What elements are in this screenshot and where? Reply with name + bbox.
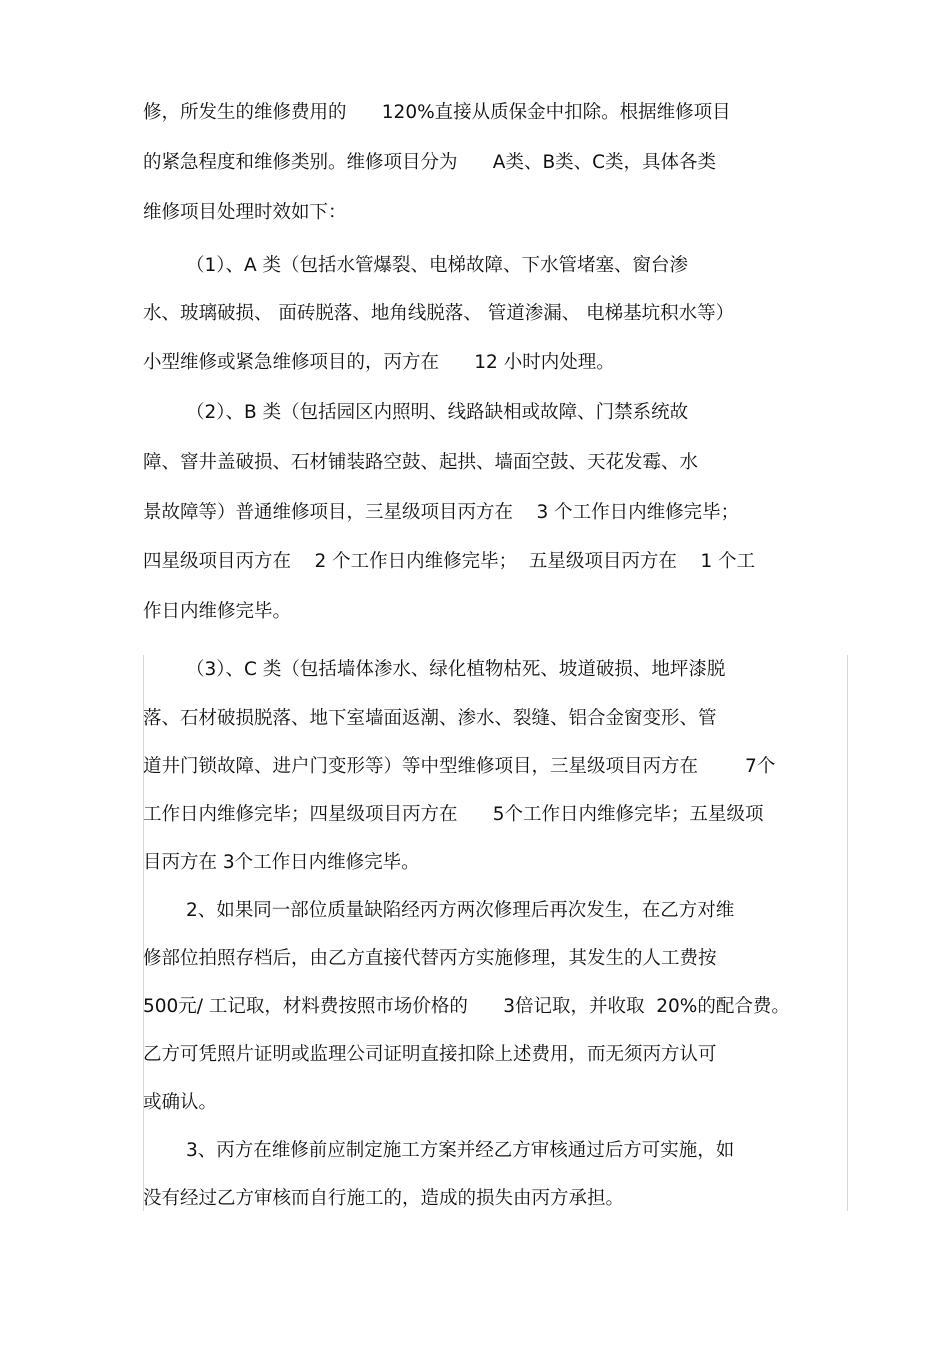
text-line: 作日内维修完毕。 <box>143 601 292 622</box>
text-line: 工作日内维修完毕；四星级项目丙方在 5个工作日内维修完毕；五星级项 <box>143 804 764 825</box>
text-line: 修部位拍照存档后，由乙方直接代替丙方实施修理，其发生的人工费按 <box>143 948 717 969</box>
text-line: 维修项目处理时效如下： <box>143 202 347 223</box>
text-line: 的紧急程度和维修类别。维修项目分为 A类、B类、C类，具体各类 <box>143 152 717 173</box>
text-line: 道井门锁故障、进户门变形等）等中型维修项目，三星级项目丙方在 7个 <box>143 756 776 777</box>
text-line: （3）、C 类（包括墙体渗水、绿化植物枯死、坡道破损、地坪漆脱 <box>186 659 726 680</box>
right-margin-rule <box>847 655 848 1211</box>
text-line: 2、如果同一部位质量缺陷经丙方两次修理后再次发生，在乙方对维 <box>186 900 735 921</box>
text-line: （1）、A 类（包括水管爆裂、电梯故障、下水管堵塞、窗台渗 <box>186 255 689 276</box>
text-line: 四星级项目丙方在 2 个工作日内维修完毕； 五星级项目丙方在 1 个工 <box>143 551 756 572</box>
text-line: 500元/ 工记取，材料费按照市场价格的 3倍记取，并收取 20%的配合费。 <box>143 996 790 1017</box>
text-line: 没有经过乙方审核而自行施工的，造成的损失由丙方承担。 <box>143 1188 625 1209</box>
text-line: 小型维修或紧急维修项目的，丙方在 12 小时内处理。 <box>143 352 615 373</box>
text-line: 落、石材破损脱落、地下室墙面返潮、渗水、裂缝、铝合金窗变形、管 <box>143 708 717 729</box>
left-margin-rule <box>143 655 144 1211</box>
text-line: 景故障等）普通维修项目，三星级项目丙方在 3 个工作日内维修完毕； <box>143 502 740 523</box>
text-line: （2）、B 类（包括园区内照明、线路缺相或故障、门禁系统故 <box>186 402 689 423</box>
text-line: 乙方可凭照片证明或监理公司证明直接扣除上述费用，而无须丙方认可 <box>143 1044 717 1065</box>
text-line: 修，所发生的维修费用的 120%直接从质保金中扣除。根据维修项目 <box>143 102 731 123</box>
text-line: 或确认。 <box>143 1092 218 1113</box>
text-line: 水、玻璃破损、 面砖脱落、地角线脱落、 管道渗漏、 电梯基坑积水等） <box>143 303 735 324</box>
text-line: 3、丙方在维修前应制定施工方案并经乙方审核通过后方可实施，如 <box>186 1140 735 1161</box>
text-line: 障、窨井盖破损、石材铺装路空鼓、起拱、墙面空鼓、天花发霉、水 <box>143 452 699 473</box>
text-line: 目丙方在 3个工作日内维修完毕。 <box>143 852 420 873</box>
